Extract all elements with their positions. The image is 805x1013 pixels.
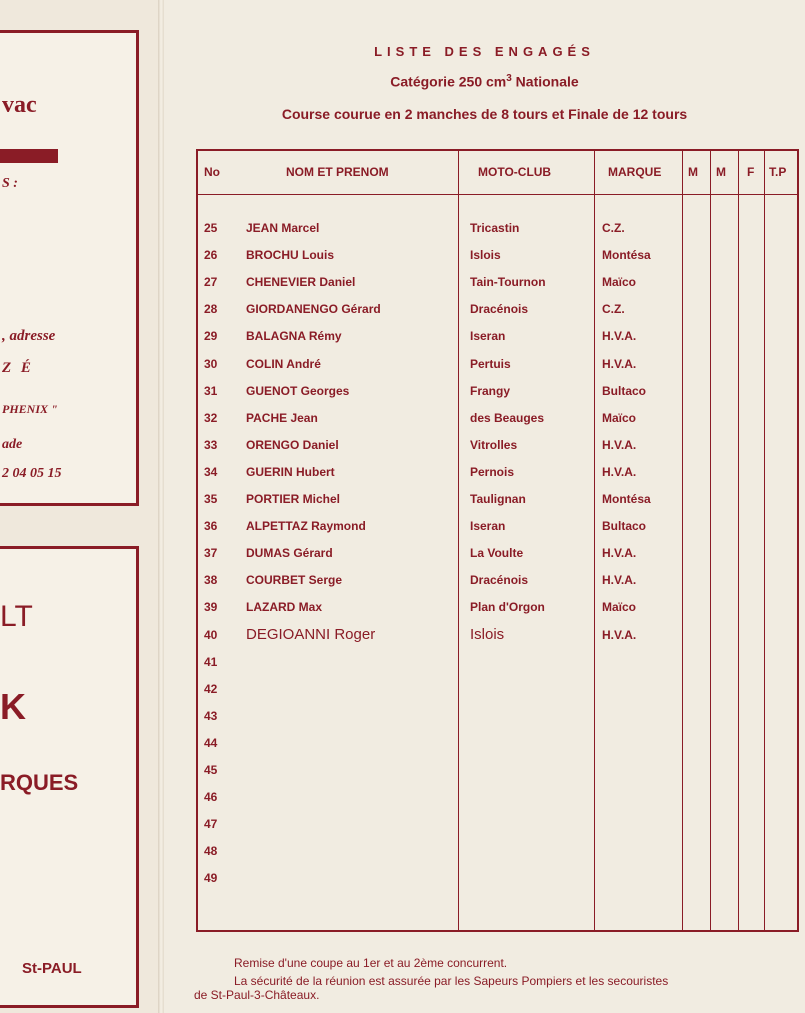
moto-club: Islois [470, 248, 501, 263]
brand: Bultaco [602, 383, 647, 398]
col-divider [764, 151, 765, 930]
row-number: 34 [204, 464, 218, 479]
row-number: 27 [204, 275, 218, 290]
moto-club: Pernois [470, 464, 515, 479]
brand: H.V.A. [602, 437, 637, 452]
left-text-s: S : [2, 176, 18, 191]
left-text-ade: ade [2, 437, 23, 452]
row-number: 28 [204, 302, 218, 317]
row-number: 31 [204, 383, 218, 398]
entry-list-page [164, 0, 805, 1013]
row-number: 25 [204, 221, 218, 235]
previous-page-strip [0, 0, 162, 1013]
brand: Maïco [602, 410, 637, 425]
rider-name: BROCHU Louis [246, 248, 334, 263]
row-number: 42 [204, 681, 218, 696]
col-divider [594, 151, 595, 930]
category-sup: 3 [506, 73, 512, 84]
col-header-marque: MARQUE [608, 165, 662, 179]
rider-name: GIORDANENGO Gérard [246, 302, 381, 317]
left-text-stpaul: St-PAUL [22, 960, 82, 977]
col-divider [710, 151, 711, 930]
rider-name: PORTIER Michel [246, 492, 341, 506]
rider-name: JEAN Marcel [246, 221, 320, 235]
brand: C.Z. [602, 302, 625, 317]
row-number: 47 [204, 817, 218, 832]
brand: H.V.A. [602, 546, 637, 561]
row-number: 41 [204, 654, 218, 669]
col-header-no: No [204, 165, 220, 179]
col-header-name: NOM ET PRENOM [286, 165, 389, 179]
row-number: 49 [204, 871, 218, 886]
left-red-bar [0, 149, 58, 163]
moto-club: Vitrolles [470, 437, 518, 452]
left-text-lt: LT [0, 600, 33, 633]
footer-trophy [234, 956, 507, 970]
footer-location: de St-Paul-3-Châteaux. [194, 988, 320, 1002]
moto-club: Dracénois [470, 302, 529, 317]
row-number: 45 [204, 763, 218, 777]
rider-name: COLIN André [246, 356, 321, 371]
brand: Bultaco [602, 519, 647, 534]
row-number: 39 [204, 600, 218, 615]
rider-name: BALAGNA Rémy [246, 329, 342, 344]
brand: H.V.A. [602, 573, 637, 588]
rider-name: ORENGO Daniel [246, 437, 339, 452]
row-number: 35 [204, 492, 218, 506]
page-title: LISTE DES ENGAGÉS [374, 44, 595, 59]
col-header-m2: M [716, 165, 726, 179]
moto-club: Plan d'Orgon [470, 600, 545, 615]
rider-name: DEGIOANNI Roger [246, 625, 376, 643]
moto-club: Taulignan [470, 492, 526, 506]
rider-name: LAZARD Max [246, 600, 323, 615]
left-text-ze: Z É [2, 360, 34, 376]
row-number: 40 [204, 627, 218, 642]
moto-club: La Voulte [470, 546, 524, 561]
col-header-f: F [747, 165, 755, 179]
left-text-k: K [0, 686, 26, 727]
left-text-phenix: PHENIX " [2, 402, 58, 416]
left-text-phone: 2 04 05 15 [2, 466, 62, 481]
brand: H.V.A. [602, 627, 637, 642]
category-line [164, 73, 805, 90]
col-header-m1: M [688, 165, 698, 179]
row-number: 29 [204, 329, 218, 344]
brand: C.Z. [602, 221, 625, 235]
rider-name: GUENOT Georges [246, 383, 350, 398]
col-header-tp: T.P [769, 165, 787, 179]
moto-club: Pertuis [470, 356, 511, 371]
moto-club: Islois [470, 625, 505, 643]
brand: H.V.A. [602, 464, 637, 479]
brand: H.V.A. [602, 356, 637, 371]
moto-club: Iseran [470, 519, 506, 534]
entries-table [196, 149, 799, 932]
row-number: 38 [204, 573, 218, 588]
row-number: 26 [204, 248, 218, 263]
category-suffix: Nationale [511, 73, 579, 90]
footer-trophy-text: Remise d'une coupe au [234, 956, 364, 970]
row-number: 36 [204, 519, 218, 534]
rider-name: DUMAS Gérard [246, 546, 333, 561]
footer-trophy-1er: 1er [363, 956, 381, 970]
row-number: 33 [204, 437, 218, 452]
moto-club: Tricastin [470, 221, 520, 235]
row-number: 30 [204, 356, 218, 371]
moto-club: des Beauges [470, 410, 545, 425]
brand: Montésa [602, 492, 651, 506]
footer-trophy-rest: et au 2ème concurrent. [380, 956, 508, 970]
category-text: Catégorie 250 cm [390, 73, 507, 90]
rider-name: ALPETTAZ Raymond [246, 519, 366, 534]
row-number: 37 [204, 546, 218, 561]
brand: Maïco [602, 275, 637, 290]
brand: H.V.A. [602, 329, 637, 344]
header-divider [198, 194, 797, 195]
brand: Maïco [602, 600, 637, 615]
row-number: 48 [204, 844, 218, 859]
moto-club: Frangy [470, 383, 511, 398]
col-divider [458, 151, 459, 930]
left-text-adresse: , adresse [2, 328, 56, 344]
moto-club: Iseran [470, 329, 506, 344]
left-text-vac: vac [2, 92, 37, 118]
row-number: 46 [204, 790, 218, 805]
row-number: 44 [204, 735, 218, 750]
rider-name: GUERIN Hubert [246, 464, 335, 479]
rider-name: COURBET Serge [246, 573, 343, 588]
row-number: 32 [204, 410, 218, 425]
moto-club: Dracénois [470, 573, 529, 588]
race-format: Course courue en 2 manches de 8 tours et Finale de 12 tours [281, 106, 688, 122]
rider-name: PACHE Jean [246, 410, 318, 425]
left-text-rques: RQUES [0, 770, 79, 795]
row-number: 43 [204, 708, 218, 723]
footer-security: La sécurité de la réunion est assurée par les Sapeurs Pompiers et les secouristes [234, 974, 669, 988]
moto-club: Tain-Tournon [470, 275, 546, 290]
col-divider [738, 151, 739, 930]
col-divider [682, 151, 683, 930]
brand: Montésa [602, 248, 651, 263]
rider-name: CHENEVIER Daniel [246, 275, 356, 290]
col-header-club: MOTO-CLUB [478, 165, 552, 179]
